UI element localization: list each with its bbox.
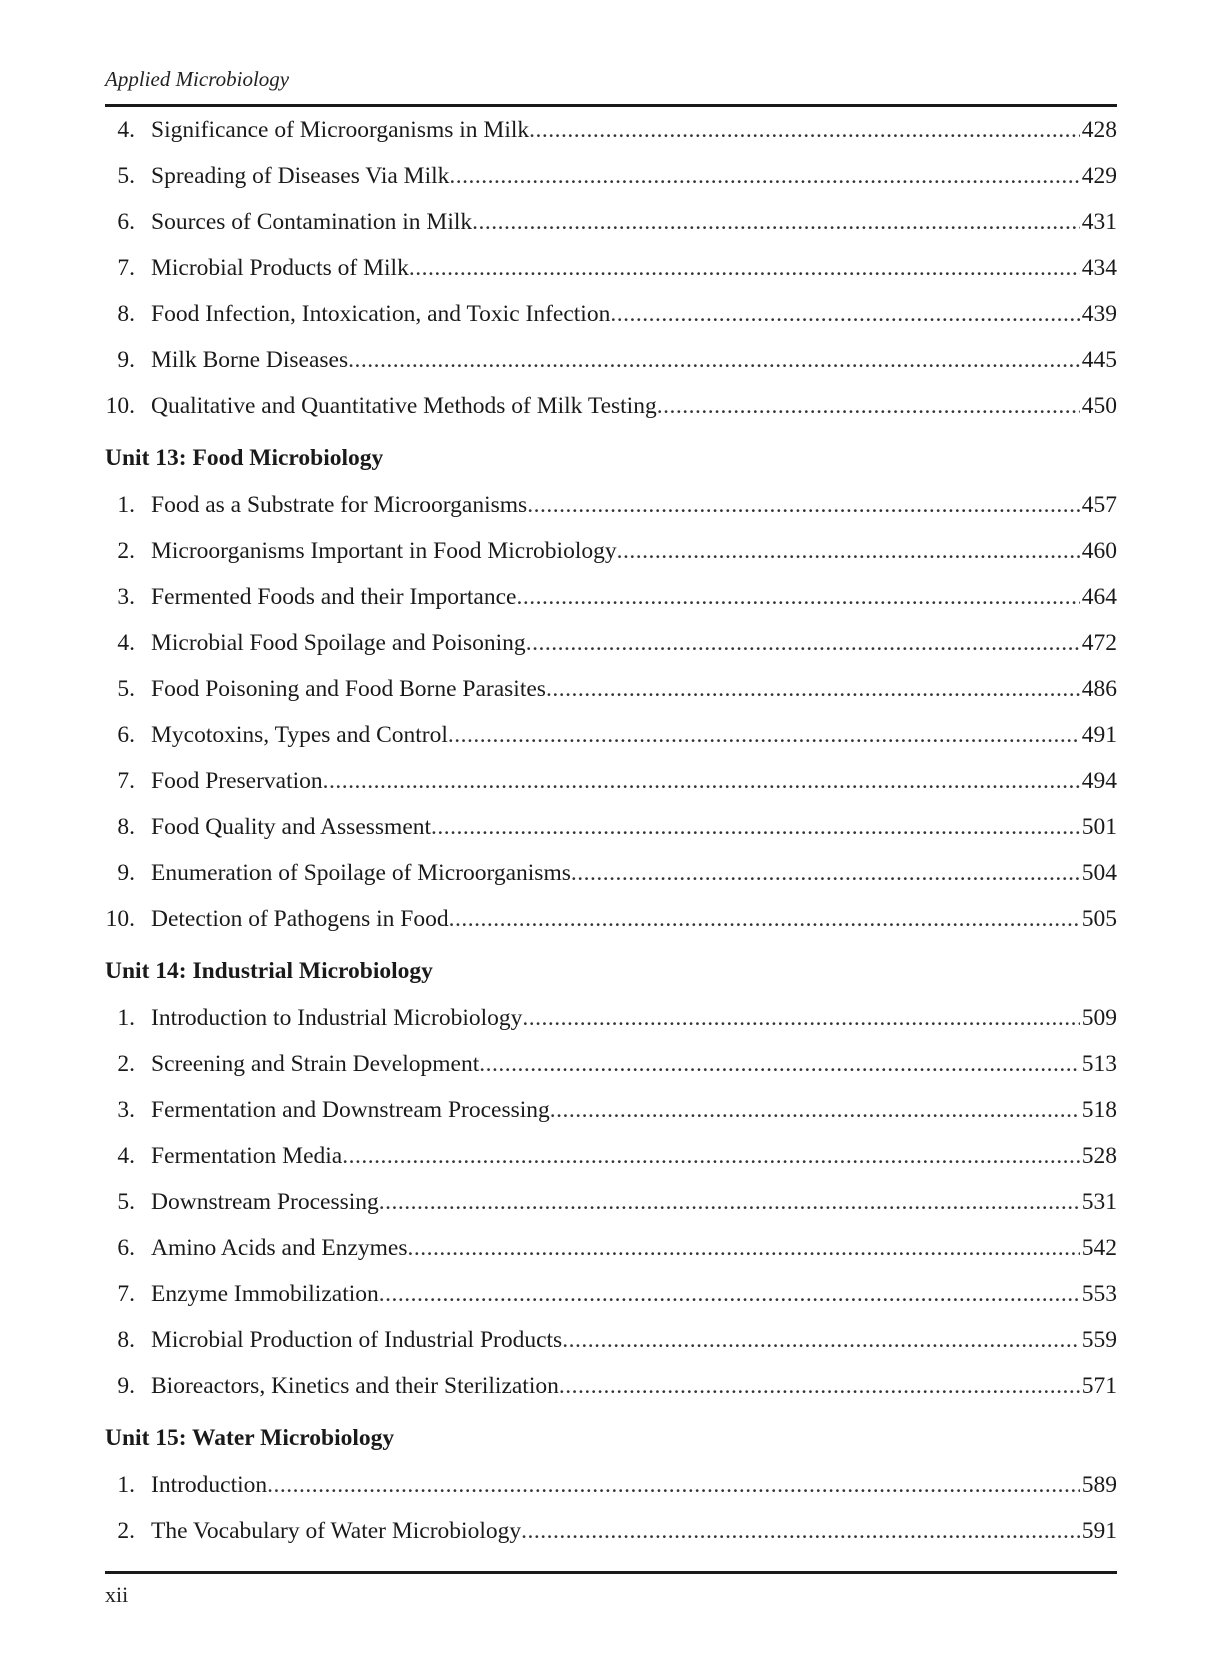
unit-heading: Unit 14: Industrial Microbiology	[105, 958, 433, 984]
dot-leader	[479, 1041, 1079, 1087]
toc-entry	[105, 1508, 1117, 1554]
toc-entry-number: 8.	[117, 1327, 135, 1353]
toc-entry-page: 531	[1081, 1189, 1117, 1215]
toc-entry-number: 6.	[117, 209, 135, 235]
dot-leader	[449, 153, 1079, 199]
toc-entry	[105, 896, 1117, 942]
toc-entry-title: Enzyme Immobilization	[151, 1281, 379, 1307]
dot-leader	[657, 383, 1080, 429]
toc-entry-page: 513	[1081, 1051, 1117, 1077]
toc-entry-number: 9.	[117, 1373, 135, 1399]
toc-entry-page: 542	[1081, 1235, 1117, 1261]
toc-entry	[105, 620, 1117, 666]
toc-entry-page: 494	[1081, 768, 1117, 794]
toc-entry	[105, 107, 1117, 153]
toc-entry	[105, 528, 1117, 574]
toc-entry-number: 2.	[117, 538, 135, 564]
toc-entry-page: 505	[1081, 906, 1117, 932]
toc-entry-page: 434	[1081, 255, 1117, 281]
toc-entry-number: 4.	[117, 117, 135, 143]
dot-leader	[562, 1317, 1080, 1363]
toc-entry-title: Spreading of Diseases Via Milk	[151, 163, 450, 189]
toc-entry	[105, 666, 1117, 712]
toc-entry-page: 591	[1081, 1518, 1117, 1544]
toc-entry-title: Food Infection, Intoxication, and Toxic Infection	[151, 301, 611, 327]
toc-entry-number: 5.	[117, 1189, 135, 1215]
toc-entry-number: 1.	[117, 1472, 135, 1498]
toc-entry-number: 4.	[117, 1143, 135, 1169]
dot-leader	[526, 620, 1080, 666]
toc-entry-title: Microbial Products of Milk	[151, 255, 409, 281]
toc-entry-page: 504	[1081, 860, 1117, 886]
toc-entry-title: Screening and Strain Development	[151, 1051, 480, 1077]
unit-heading: Unit 15: Water Microbiology	[105, 1425, 395, 1451]
toc-entry-number: 2.	[117, 1518, 135, 1544]
running-head: Applied Microbiology	[105, 67, 290, 91]
dot-leader	[529, 107, 1080, 153]
toc-entry-title: Food as a Substrate for Microorganisms	[151, 492, 528, 518]
toc-entry-page: 589	[1081, 1472, 1117, 1498]
toc-entry-number: 7.	[117, 255, 135, 281]
toc-entry-title: Mycotoxins, Types and Control	[151, 722, 448, 748]
toc-entry-title: Microbial Production of Industrial Products	[151, 1327, 563, 1353]
toc-entry	[105, 1271, 1117, 1317]
toc-entry-page: 450	[1081, 393, 1117, 419]
dot-leader	[516, 574, 1079, 620]
toc-entry-title: Food Quality and Assessment	[151, 814, 432, 840]
toc-entry	[105, 850, 1117, 896]
toc-entry-page: 553	[1081, 1281, 1117, 1307]
toc-entry-page: 472	[1081, 630, 1117, 656]
dot-leader	[472, 199, 1080, 245]
toc-entry-title: Detection of Pathogens in Food	[151, 906, 449, 932]
dot-leader	[521, 1508, 1080, 1554]
dot-leader	[449, 896, 1080, 942]
dot-leader	[527, 482, 1080, 528]
toc-entry-page: 501	[1081, 814, 1117, 840]
toc-entry-number: 6.	[117, 1235, 135, 1261]
toc-entry-number: 1.	[117, 1005, 135, 1031]
toc-entry	[105, 1179, 1117, 1225]
toc-entry-title: Microorganisms Important in Food Microbiology	[151, 538, 617, 564]
toc-entry-number: 9.	[117, 860, 135, 886]
toc-entry-title: Introduction to Industrial Microbiology	[151, 1005, 523, 1031]
toc-entry-number: 7.	[117, 768, 135, 794]
toc-entry-title: Enumeration of Spoilage of Microorganisms	[151, 860, 571, 886]
toc-entry-title: Fermentation Media	[151, 1143, 343, 1169]
toc-entry-page: 431	[1081, 209, 1117, 235]
dot-leader	[267, 1462, 1080, 1508]
toc-entry-page: 509	[1081, 1005, 1117, 1031]
dot-leader	[431, 804, 1080, 850]
toc-entry-title: Introduction	[151, 1472, 268, 1498]
toc-entry-page: 518	[1081, 1097, 1117, 1123]
toc-entry	[105, 482, 1117, 528]
toc-entry-number: 6.	[117, 722, 135, 748]
dot-leader	[571, 850, 1080, 896]
toc-entry-title: Food Preservation	[151, 768, 323, 794]
toc-entry	[105, 245, 1117, 291]
toc-entry-title: Sources of Contamination in Milk	[151, 209, 473, 235]
dot-leader	[522, 995, 1079, 1041]
toc-entry	[105, 153, 1117, 199]
toc-entry	[105, 1317, 1117, 1363]
toc-entry	[105, 1041, 1117, 1087]
toc-entry-title: Bioreactors, Kinetics and their Sterilization	[151, 1373, 559, 1399]
toc-entry-title: Amino Acids and Enzymes	[151, 1235, 408, 1261]
toc-entry-title: Milk Borne Diseases	[151, 347, 349, 373]
dot-leader	[408, 1225, 1080, 1271]
page-folio: xii	[105, 1582, 129, 1607]
dot-leader	[448, 712, 1080, 758]
toc-entry-page: 486	[1081, 676, 1117, 702]
toc-entry	[105, 995, 1117, 1041]
toc-entry-number: 5.	[117, 163, 135, 189]
toc-entry-number: 4.	[117, 630, 135, 656]
toc-entry-page: 445	[1081, 347, 1117, 373]
toc-entry	[105, 574, 1117, 620]
toc-entry-number: 2.	[117, 1051, 135, 1077]
dot-leader	[342, 1133, 1080, 1179]
toc-entry-title: Fermented Foods and their Importance	[151, 584, 517, 610]
toc-entry-number: 8.	[117, 814, 135, 840]
toc-entry-title: Qualitative and Quantitative Methods of Milk Testing	[151, 393, 657, 419]
toc-entry-number: 10.	[105, 906, 135, 932]
toc-entry	[105, 1087, 1117, 1133]
toc-entry-page: 428	[1081, 117, 1117, 143]
toc-entry-number: 10.	[105, 393, 135, 419]
footer-rule	[105, 1571, 1117, 1574]
toc-entry	[105, 1225, 1117, 1271]
toc-entry	[105, 758, 1117, 804]
toc-entry-page: 439	[1081, 301, 1117, 327]
dot-leader	[348, 337, 1080, 383]
toc-entry	[105, 383, 1117, 429]
toc-entry	[105, 712, 1117, 758]
toc-entry-number: 8.	[117, 301, 135, 327]
toc-entry-number: 5.	[117, 676, 135, 702]
table-of-contents	[105, 107, 1117, 1554]
toc-entry-page: 460	[1081, 538, 1117, 564]
toc-entry-page: 491	[1081, 722, 1117, 748]
dot-leader	[323, 758, 1080, 804]
dot-leader	[409, 245, 1080, 291]
toc-entry-number: 1.	[117, 492, 135, 518]
dot-leader	[379, 1271, 1080, 1317]
toc-entry-page: 464	[1081, 584, 1117, 610]
toc-entry-page: 571	[1081, 1373, 1117, 1399]
dot-leader	[550, 1087, 1080, 1133]
dot-leader	[379, 1179, 1080, 1225]
toc-entry	[105, 804, 1117, 850]
dot-leader	[610, 291, 1079, 337]
toc-entry	[105, 291, 1117, 337]
dot-leader	[546, 666, 1080, 712]
toc-entry-page: 429	[1081, 163, 1117, 189]
toc-entry-number: 3.	[117, 1097, 135, 1123]
toc-entry-title: Downstream Processing	[151, 1189, 379, 1215]
toc-entry-number: 3.	[117, 584, 135, 610]
toc-entry-page: 559	[1081, 1327, 1117, 1353]
dot-leader	[559, 1363, 1080, 1409]
toc-entry	[105, 199, 1117, 245]
unit-heading: Unit 13: Food Microbiology	[105, 445, 384, 471]
toc-entry-title: Fermentation and Downstream Processing	[151, 1097, 550, 1123]
toc-entry-number: 9.	[117, 347, 135, 373]
toc-entry-page: 457	[1081, 492, 1117, 518]
toc-entry	[105, 1133, 1117, 1179]
toc-entry-title: Significance of Microorganisms in Milk	[151, 117, 530, 143]
toc-entry	[105, 1462, 1117, 1508]
toc-entry-number: 7.	[117, 1281, 135, 1307]
toc-entry	[105, 1363, 1117, 1409]
toc-entry-title: Food Poisoning and Food Borne Parasites	[151, 676, 546, 702]
toc-entry-page: 528	[1081, 1143, 1117, 1169]
toc-entry-title: Microbial Food Spoilage and Poisoning	[151, 630, 526, 656]
toc-entry-title: The Vocabulary of Water Microbiology	[151, 1518, 522, 1544]
toc-entry	[105, 337, 1117, 383]
dot-leader	[617, 528, 1080, 574]
